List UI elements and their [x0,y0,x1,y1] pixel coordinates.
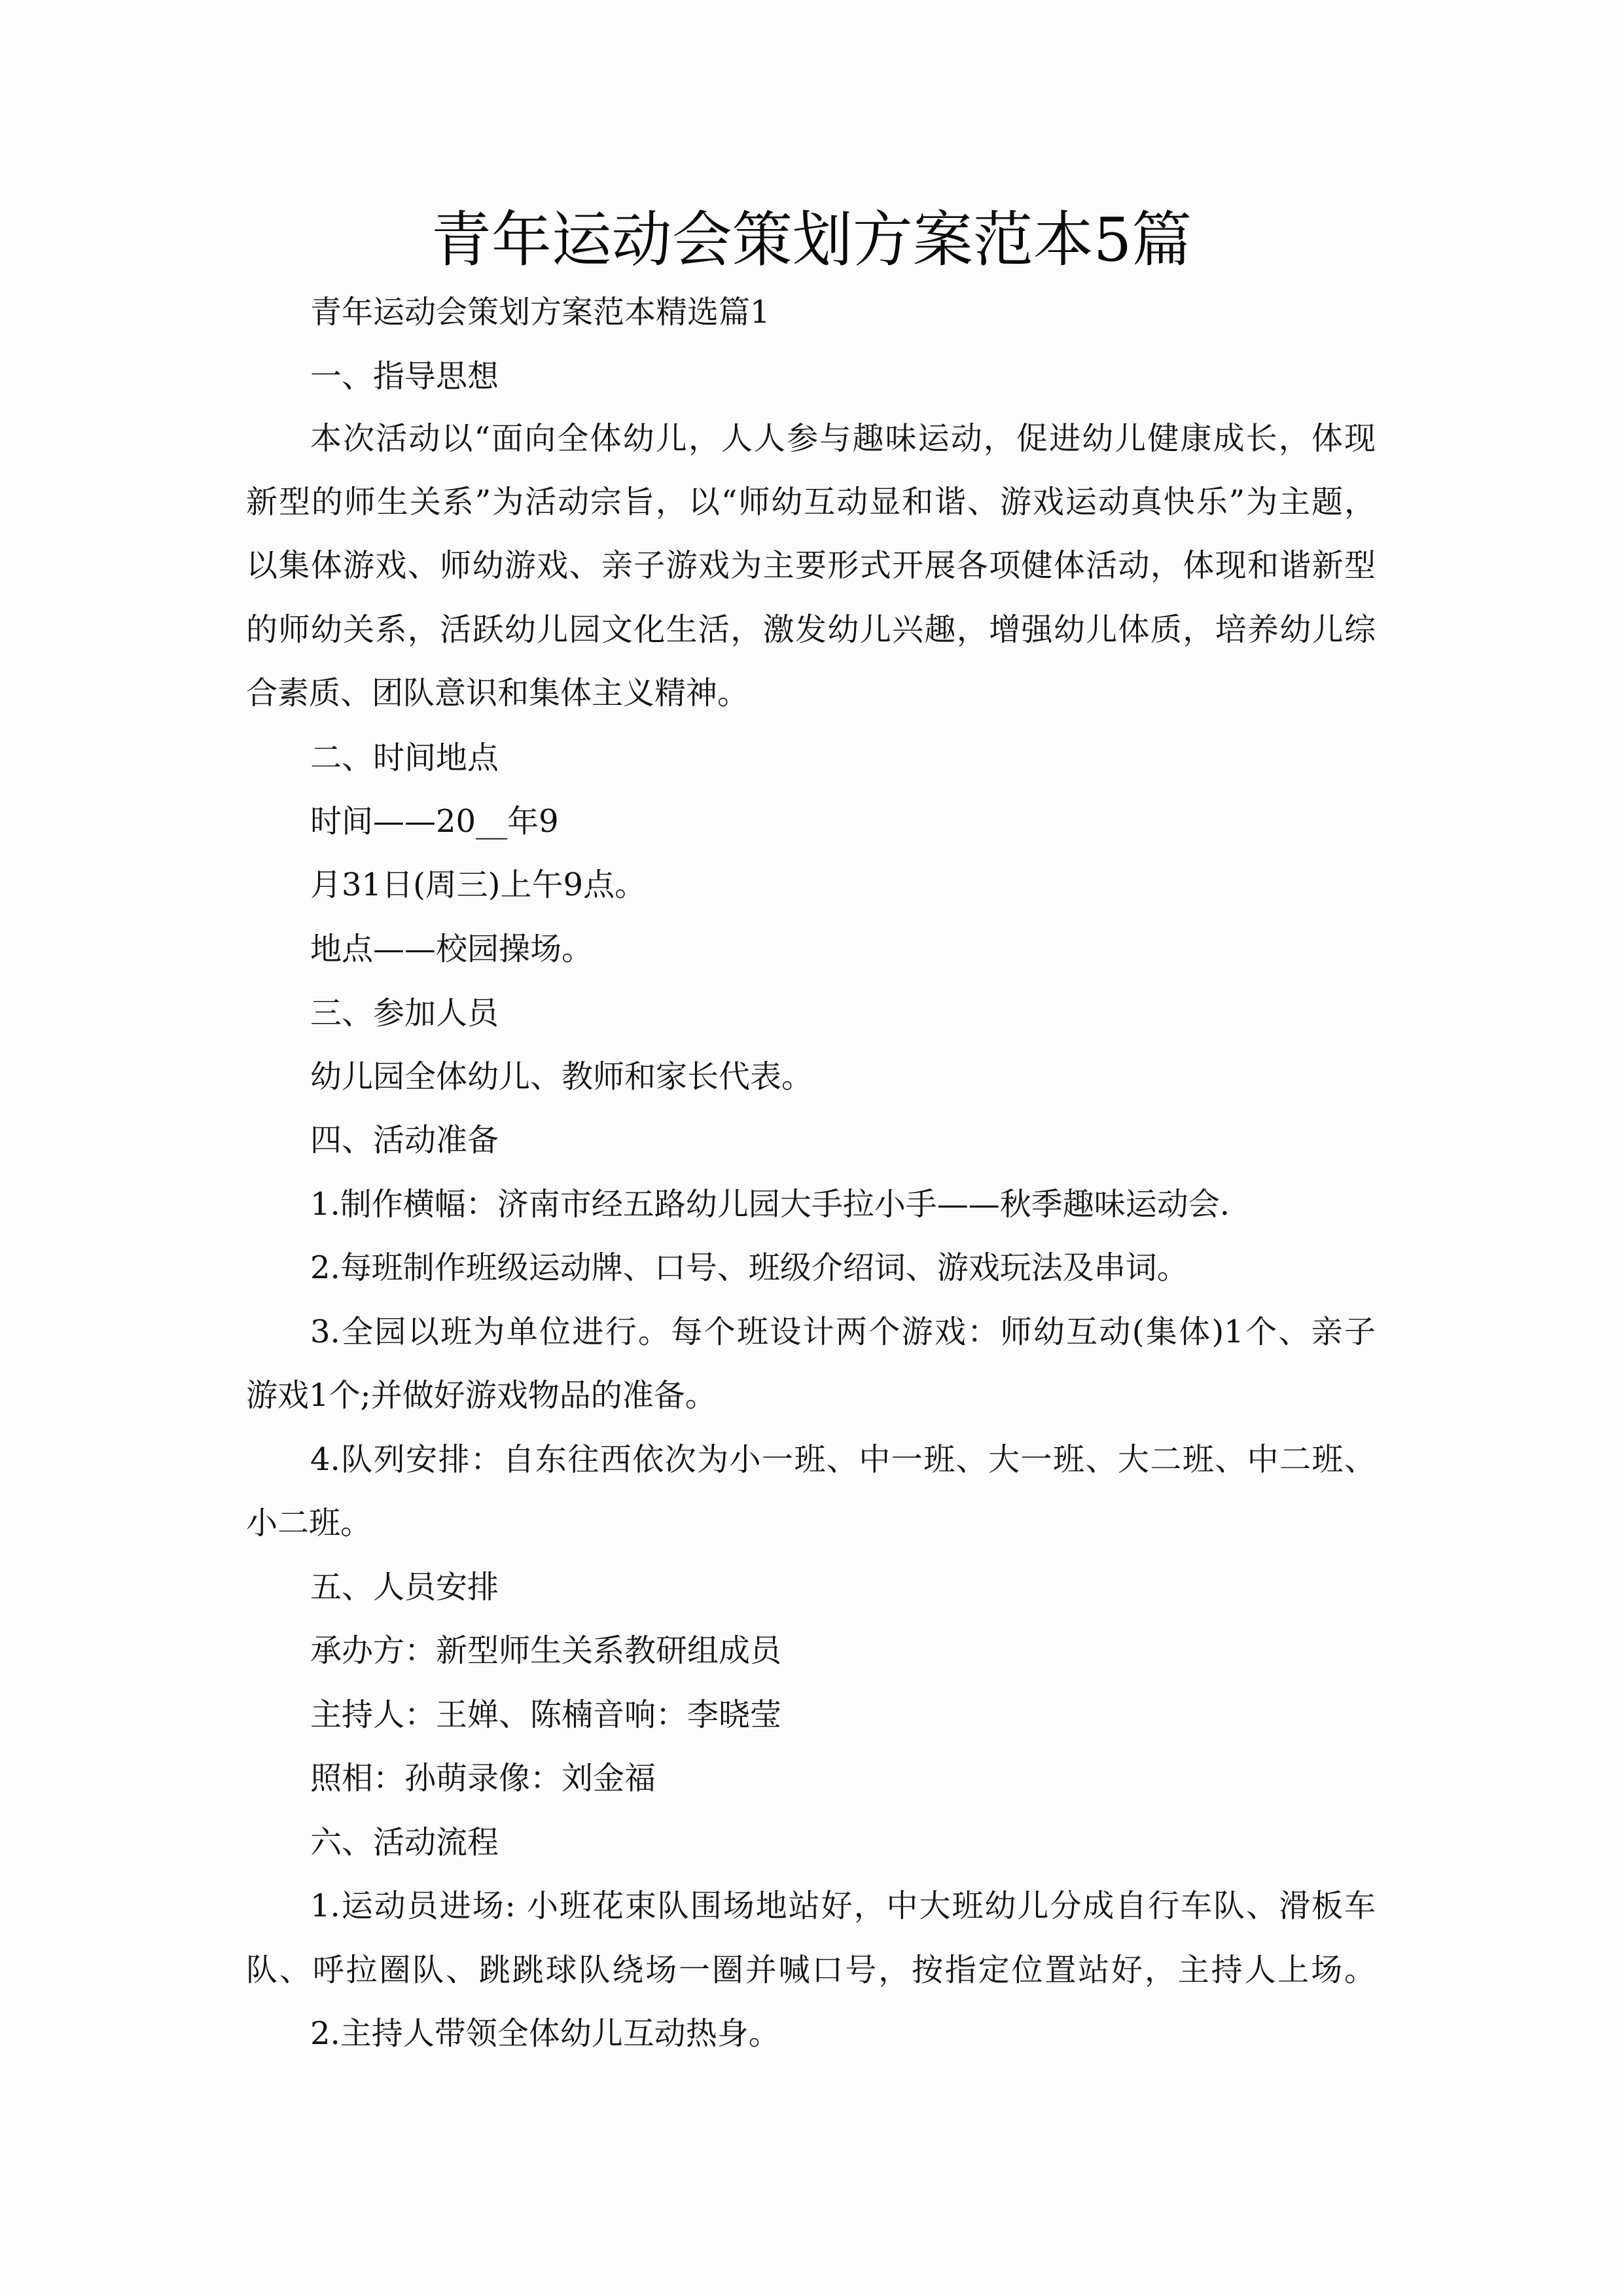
body-line: 承办方：新型师生关系教研组成员 [310,1632,782,1669]
body-line: 照相：孙萌录像：刘金福 [310,1760,656,1797]
body-line: 以集体游戏、师幼游戏、亲子游戏为主要形式开展各项健体活动，体现和谐新型 [246,547,1376,584]
body-line: 地点——校园操场。 [310,931,594,967]
body-line: 月31日(周三)上午9点。 [310,867,647,903]
body-line: 二、时间地点 [310,740,499,776]
body-line: 2.主持人带领全体幼儿互动热身。 [310,2015,780,2052]
body-line: 五、人员安排 [310,1569,499,1605]
body-line: 游戏1个;并做好游戏物品的准备。 [246,1377,717,1414]
body-line: 1.制作横幅：济南市经五路幼儿园大手拉小手——秋季趣味运动会. [310,1186,1230,1223]
body-line: 时间——20__年9 [310,803,559,840]
document-title: 青年运动会策划方案范本5篇 [431,205,1192,275]
body-line: 主持人：王婵、陈楠音响：李晓莹 [310,1696,782,1733]
body-line: 合素质、团队意识和集体主义精神。 [246,675,749,711]
body-line: 一、指导思想 [310,358,499,395]
body-line: 队、呼拉圈队、跳跳球队绕场一圈并喊口号，按指定位置站好，主持人上场。 [246,1952,1376,1988]
body-line: 青年运动会策划方案范本精选篇1 [310,294,770,331]
body-line: 三、参加人员 [310,995,499,1031]
body-line: 六、活动流程 [310,1824,499,1861]
body-line: 4.队列安排：自东往西依次为小一班、中一班、大一班、大二班、中二班、 [310,1441,1376,1478]
body-line: 幼儿园全体幼儿、教师和家长代表。 [310,1058,813,1095]
body-line: 本次活动以“面向全体幼儿，人人参与趣味运动，促进幼儿健康成长，体现 [310,420,1376,457]
body-line: 3.全园以班为单位进行。每个班设计两个游戏：师幼互动(集体)1个、亲子 [310,1314,1376,1350]
body-line: 新型的师生关系”为活动宗旨，以“师幼互动显和谐、游戏运动真快乐”为主题， [246,484,1376,520]
body-line: 小二班。 [246,1505,372,1541]
body-line: 四、活动准备 [310,1122,499,1158]
body-line: 2.每班制作班级运动牌、口号、班级介绍词、游戏玩法及串词。 [310,1249,1188,1286]
body-line: 的师幼关系，活跃幼儿园文化生活，激发幼儿兴趣，增强幼儿体质，培养幼儿综 [246,611,1376,648]
body-line: 1.运动员进场: 小班花束队围场地站好，中大班幼儿分成自行车队、滑板车 [310,1888,1376,1924]
